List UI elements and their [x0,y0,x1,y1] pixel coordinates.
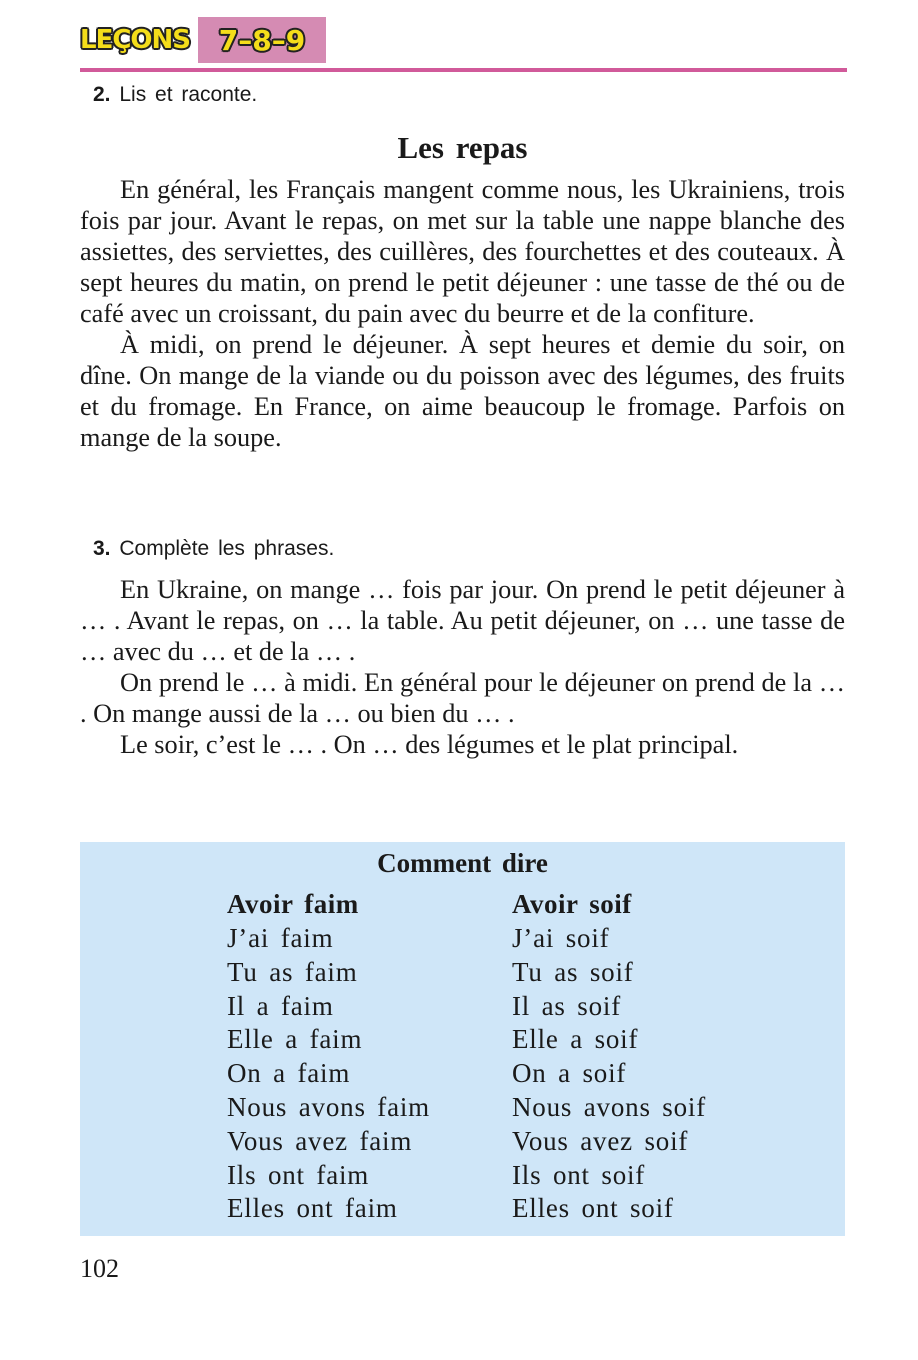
conjugation-line: Il as soif [512,990,621,1021]
sentence-group: Le soir, c’est le … . On … des légumes et le plat principal. [120,730,739,759]
exercise-2-instruction [93,83,257,107]
avoir-soif-column [512,886,706,1226]
exercise-3-text: Complète les phrases. [119,537,335,560]
avoir-soif-header: Avoir soif [512,889,632,919]
reading-text [80,174,845,453]
conjugation-line: Elle a faim [227,1024,363,1055]
conjugation-line: Ils ont soif [512,1159,646,1190]
lesson-header [80,17,326,63]
lecons-label: LEÇONS [80,25,190,55]
conjugation-line: Elle a soif [512,1024,639,1055]
avoir-faim-column [227,886,430,1226]
exercise-3-instruction [93,537,334,561]
conjugation-line: J’ai faim [227,923,334,953]
paragraph: À midi, on prend le déjeuner. À sept heures et demie du soir, on dîne. On mange de la viande ou du poisson avec des légumes, des fruits et du fromage. En France, on aime beaucoup le fromage. Parfois on mange de la soupe. [80,330,845,452]
conjugation-line: Ils ont faim [227,1159,370,1190]
sentence-group: En Ukraine, on mange … fois par jour. On prend le petit déjeuner à … . Avant le repas, on … la table. Au petit déjeuner, on … une tasse de … avec du … et de la … . [80,575,845,666]
text-title: Les repas [397,130,528,165]
exercise-2-text: Lis et raconte. [119,83,258,106]
exercise-text [80,574,845,760]
paragraph: En général, les Français mangent comme nous, les Ukrainiens, trois fois par jour. Avant le repas, on met sur la table une nappe blanche des assiettes, des serviettes, des cuillères, des fourchettes et des couteaux. À sept heures du matin, on prend le petit déjeuner : une tasse de thé ou de café avec un croissant, du pain avec du beurre et de la confiture. [80,175,845,328]
conjugation-line: Elles ont soif [512,1193,674,1224]
conjugation-line: On a soif [512,1058,627,1089]
conjugation-line: Tu as soif [512,956,634,987]
conjugation-line: On a faim [227,1058,351,1089]
sentence-group: On prend le … à midi. En général pour le déjeuner on prend de la … . On mange aussi de la … ou bien du … . [80,668,845,728]
comment-dire-box [80,842,845,1236]
conjugation-line: Vous avez soif [512,1125,689,1156]
conjugation-line: Tu as faim [227,956,358,987]
page-number: 102 [80,1254,119,1283]
conjugation-line: Elles ont faim [227,1193,398,1224]
box-title: Comment dire [377,848,548,878]
lesson-numbers: 7–8–9 [198,17,326,63]
exercise-3-number: 3. [93,537,111,560]
conjugation-line: Il a faim [227,990,334,1021]
conjugation-line: Vous avez faim [227,1125,413,1156]
exercise-2-number: 2. [93,83,111,106]
conjugation-line: J’ai soif [512,923,610,953]
conjugation-line: Nous avons soif [512,1091,706,1122]
header-rule [80,68,847,72]
conjugation-line: Nous avons faim [227,1091,430,1122]
avoir-faim-header: Avoir faim [227,889,359,919]
